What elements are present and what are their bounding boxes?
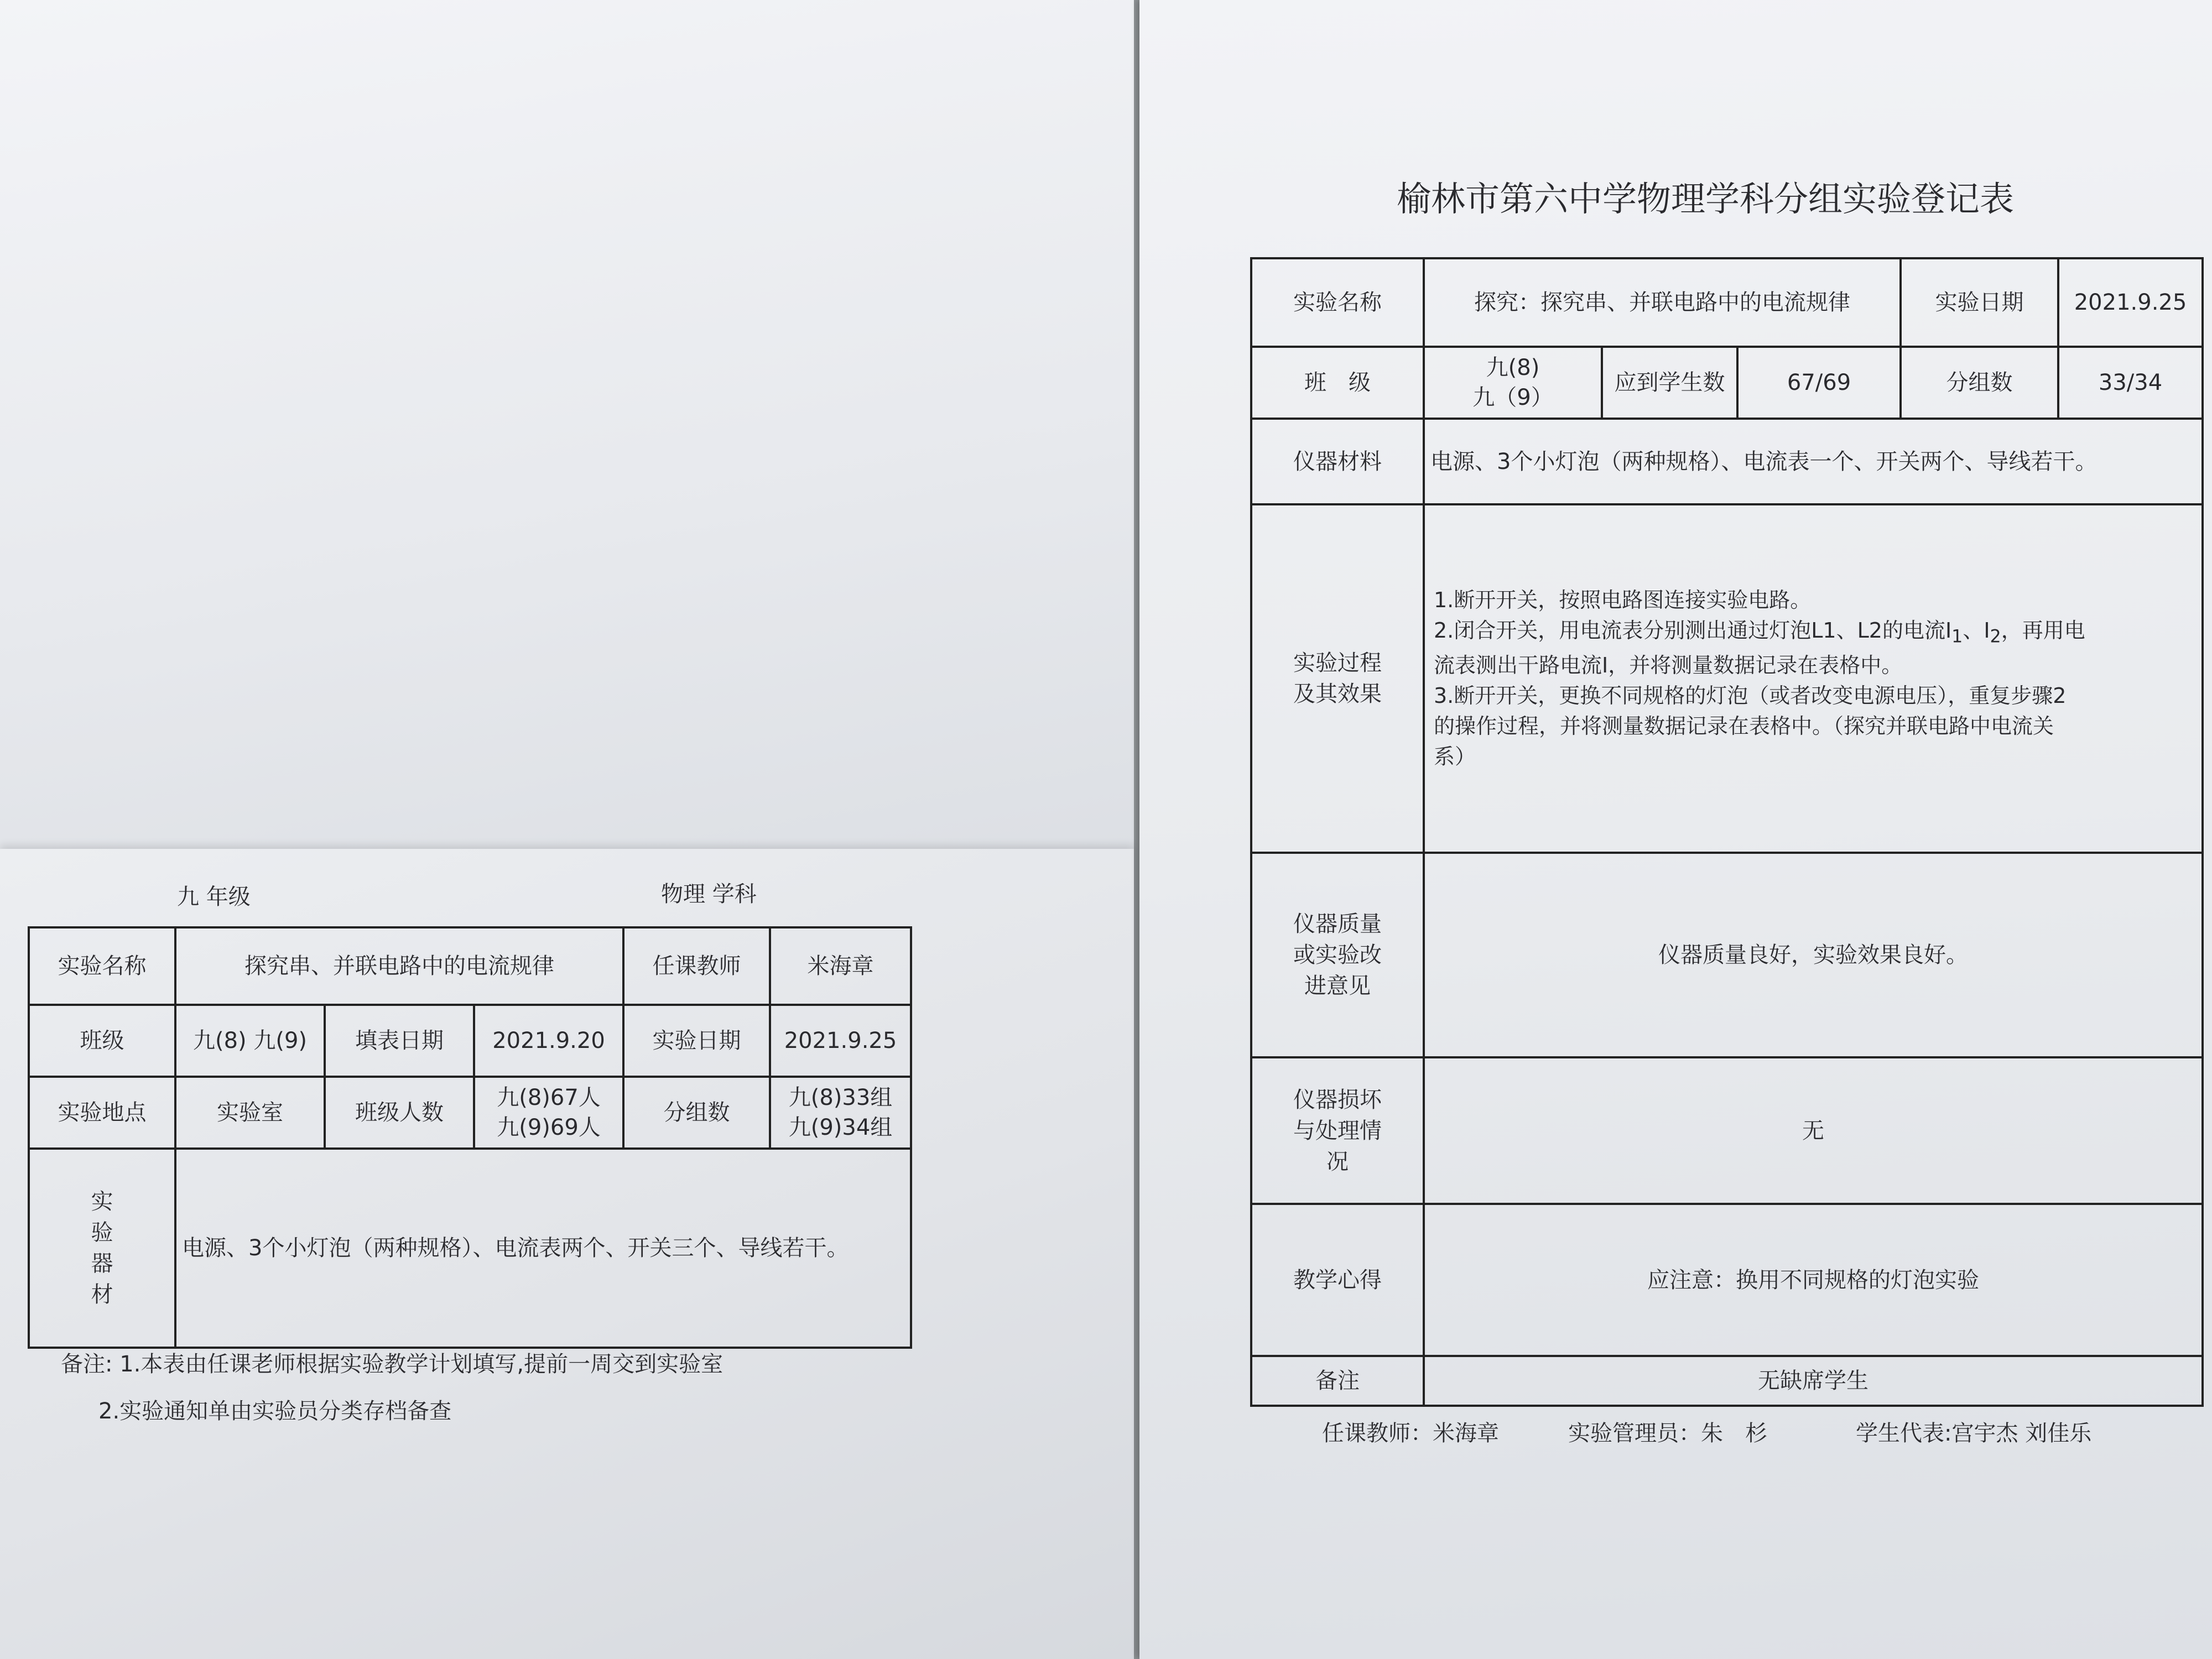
damage-label-line-2: 与处理情 [1293,1118,1382,1144]
process-line: 流表测出干路电流I，并将测量数据记录在表格中。 [1434,653,1903,677]
subject-label: 物理 学科 [661,881,757,907]
material-label-char: 实 [91,1189,113,1214]
subscript: 1 [1951,627,1963,647]
registration-sheet [1139,0,2212,1659]
material-label [29,1149,175,1348]
exp-date-value: 2021.9.25 [2058,258,2203,347]
reflection-label: 教学心得 [1251,1204,1424,1356]
count-value-line-2: 九(9)69人 [497,1115,601,1140]
exp-date-value: 2021.9.25 [770,1005,911,1077]
footer-students: 学生代表:宫宇杰 刘佳乐 [1856,1421,2092,1446]
material-label-char: 验 [91,1220,113,1245]
damage-label-line-1: 仪器损坏 [1293,1087,1382,1113]
teacher-label: 任课教师 [623,927,770,1005]
group-value-line-1: 九(8)33组 [788,1085,893,1110]
groups-label: 分组数 [1901,347,2058,419]
blank-sheet [0,0,1134,863]
process-label [1251,504,1424,853]
exp-name-value: 探究：探究串、并联电路中的电流规律 [1424,258,1901,347]
materials-value: 电源、3个小灯泡（两种规格）、电流表一个、开关两个、导线若干。 [1424,419,2203,504]
quality-label-line-3: 进意见 [1304,973,1371,999]
quality-label-line-2: 或实验改 [1293,942,1382,968]
process-line-text: 2.闭合开关，用电流表分别测出通过灯泡L1、L2的电流I [1434,618,1952,643]
students-value: 67/69 [1737,347,1901,419]
process-line: 3.断开开关，更换不同规格的灯泡（或者改变电源电压），重复步骤2 [1434,683,2067,708]
class-value-line-1: 九(8) [1486,355,1540,380]
process-line: 的操作过程，并将测量数据记录在表格中。（探究并联电路中电流关 [1434,713,2054,738]
exp-name-label: 实验名称 [1251,258,1424,347]
place-label: 实验地点 [29,1077,175,1149]
process-line: 系） [1434,744,1476,769]
process-line-text: 、I [1963,618,1990,643]
class-label: 班 级 [1251,347,1424,419]
quality-value: 仪器质量良好，实验效果良好。 [1424,853,2203,1057]
registration-table [1250,257,2204,1407]
grade-label: 九 年级 [177,884,251,910]
damage-label-line-3: 况 [1326,1149,1349,1175]
materials-label: 仪器材料 [1251,419,1424,504]
footer-teacher: 任课教师：米海章 [1322,1421,1499,1446]
exp-name-label: 实验名称 [29,927,175,1005]
process-line [1434,615,2193,650]
material-label-char: 材 [91,1282,113,1307]
process-label-line-2: 及其效果 [1293,681,1382,707]
place-value: 实验室 [175,1077,325,1149]
count-value-line-1: 九(8)67人 [497,1085,601,1110]
class-label: 班级 [29,1005,175,1077]
damage-label [1251,1057,1424,1204]
count-value [474,1077,623,1149]
class-value: 九(8) 九(9) [175,1005,325,1077]
remarks-label: 备注 [1251,1356,1424,1406]
damage-value: 无 [1424,1057,2203,1204]
note-line-1: 备注: 1.本表由任课老师根据实验教学计划填写,提前一周交到实验室 [61,1352,724,1377]
reflection-value: 应注意：换用不同规格的灯泡实验 [1424,1204,2203,1356]
material-label-char: 器 [91,1251,113,1276]
group-label: 分组数 [623,1077,770,1149]
group-value [770,1077,911,1149]
quality-label-line-1: 仪器质量 [1293,911,1382,937]
material-value: 电源、3个小灯泡（两种规格）、电流表两个、开关三个、导线若干。 [175,1149,911,1348]
process-line-text: ，再用电 [2001,618,2085,643]
note-line-2: 2.实验通知单由实验员分类存档备查 [98,1399,452,1424]
experiment-notice-sheet [0,849,1134,1659]
process-label-line-1: 实验过程 [1293,650,1382,676]
class-value-line-2: 九（9） [1472,385,1553,410]
groups-value: 33/34 [2058,347,2203,419]
students-label: 应到学生数 [1602,347,1737,419]
group-value-line-2: 九(9)34组 [788,1115,893,1140]
fill-date-value: 2021.9.20 [474,1005,623,1077]
quality-label [1251,853,1424,1057]
footer-admin: 实验管理员：朱 杉 [1568,1421,1767,1446]
count-label: 班级人数 [325,1077,474,1149]
process-value [1424,504,2203,853]
subscript: 2 [1990,627,2001,647]
teacher-value: 米海章 [770,927,911,1005]
exp-name-value: 探究串、并联电路中的电流规律 [175,927,623,1005]
exp-date-label: 实验日期 [623,1005,770,1077]
remarks-value: 无缺席学生 [1424,1356,2203,1406]
process-line: 1.断开开关，按照电路图连接实验电路。 [1434,588,1812,612]
exp-date-label: 实验日期 [1901,258,2058,347]
fill-date-label: 填表日期 [325,1005,474,1077]
notice-table [28,926,912,1349]
class-value [1424,347,1602,419]
page-title: 榆林市第六中学物理学科分组实验登记表 [1397,179,2015,219]
